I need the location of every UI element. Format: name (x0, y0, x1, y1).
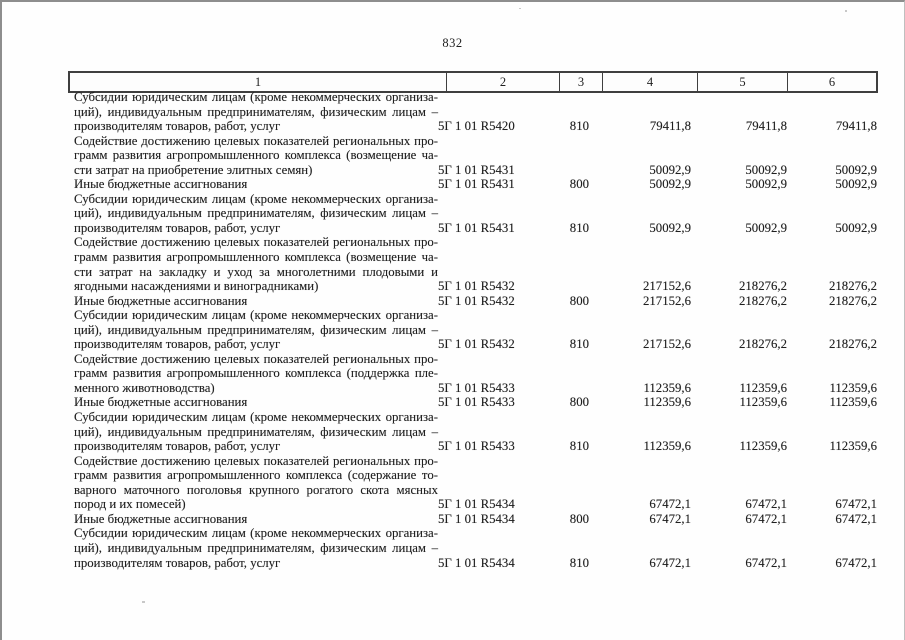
row-description (74, 410, 438, 454)
row-amount-col6: 50092,9 (835, 162, 877, 177)
row-description-line: Содействие достижению целевых показателей региональных про- (74, 235, 438, 250)
row-description (74, 192, 438, 236)
row-amount-col5: 218276,2 (739, 293, 787, 308)
row-amount-col5: 112359,6 (739, 395, 787, 410)
row-amount-col4: 67472,1 (649, 497, 691, 512)
row-description-line: Иные бюджетные ассигнования (74, 511, 248, 526)
row-description-line: пород и их помесей) (74, 497, 186, 512)
row-description-line: ций), индивидуальным предпринимателям, физическим лицам – (74, 424, 438, 439)
row-description-line: Содействие достижению целевых показателей региональных про- (74, 133, 438, 148)
row-description-line: сти затрат на закладку и уход за многолетними плодовыми и (74, 264, 438, 279)
row-description-line: Иные бюджетные ассигнования (74, 293, 248, 308)
row-amount-col5: 67472,1 (745, 497, 787, 512)
row-amount-col5: 67472,1 (745, 511, 787, 526)
row-description-line: ций), индивидуальным предпринимателям, физическим лицам – (74, 540, 438, 555)
table-row (74, 308, 877, 352)
row-amount-col6: 218276,2 (829, 337, 877, 352)
row-description (74, 308, 438, 352)
column-header: 1 (254, 75, 262, 89)
row-amount-col6: 50092,9 (835, 220, 877, 235)
row-amount-col4: 217152,6 (643, 293, 691, 308)
row-description (74, 90, 438, 134)
table-body (74, 90, 877, 570)
row-amount-col4: 67472,1 (649, 511, 691, 526)
row-amount-col5: 112359,6 (739, 439, 787, 454)
table-row (74, 512, 877, 527)
table-row (74, 395, 877, 410)
row-amount-col6: 112359,6 (829, 395, 877, 410)
row-amount-col5: 218276,2 (739, 337, 787, 352)
row-amount-col6: 112359,6 (829, 439, 877, 454)
row-expense-type-code: 800 (569, 177, 589, 192)
row-description-line: производителям товаров, работ, услуг (74, 220, 281, 235)
row-expense-type-code: 800 (569, 511, 589, 526)
row-description-line: Субсидии юридическим лицам (кроме некоммерческих организа- (74, 90, 438, 104)
column-header: 4 (602, 73, 697, 91)
row-description-line: Субсидии юридическим лицам (кроме некоммерческих организа- (74, 308, 438, 323)
row-amount-col6: 67472,1 (835, 511, 877, 526)
row-description-line: грамм развития агропромышленного комплекса (возмещение ча- (74, 148, 438, 163)
row-description-line: производителям товаров, работ, услуг (74, 555, 281, 570)
row-description-line: Субсидии юридическим лицам (кроме некоммерческих организа- (74, 191, 438, 206)
row-amount-col6: 112359,6 (829, 380, 877, 395)
row-amount-col6: 218276,2 (829, 279, 877, 294)
row-description (74, 294, 438, 309)
row-expense-type-code: 800 (569, 293, 589, 308)
row-amount-col5: 79411,8 (745, 119, 787, 134)
row-amount-col5: 218276,2 (739, 279, 787, 294)
column-header: 2 (446, 73, 559, 91)
row-expense-type-code: 810 (569, 555, 589, 570)
row-description (74, 235, 438, 293)
row-expense-type-code: 810 (569, 439, 589, 454)
row-description (74, 134, 438, 178)
row-description (74, 352, 438, 396)
row-amount-col4: 112359,6 (643, 380, 691, 395)
row-amount-col5: 67472,1 (745, 555, 787, 570)
table-row (74, 235, 877, 293)
row-description-line: варного маточного поголовья крупного рогатого скота мясных (74, 482, 438, 497)
row-description (74, 395, 438, 410)
row-description-line: производителям товаров, работ, услуг (74, 337, 281, 352)
row-description-line: ций), индивидуальным предпринимателям, физическим лицам – (74, 104, 438, 119)
row-description (74, 177, 438, 192)
table-row (74, 192, 877, 236)
table-row (74, 454, 877, 512)
row-target-code: 5Г 1 01 R5432 (438, 279, 515, 294)
row-target-code: 5Г 1 01 R5434 (438, 555, 515, 570)
table-row (74, 410, 877, 454)
row-amount-col4: 50092,9 (649, 177, 691, 192)
row-description-line: грамм развития агропромышленного комплекса (содержание то- (74, 468, 438, 483)
row-description-line: Содействие достижению целевых показателей региональных про- (74, 351, 438, 366)
row-expense-type-code: 810 (569, 119, 589, 134)
table-row (74, 352, 877, 396)
row-amount-col4: 50092,9 (649, 162, 691, 177)
table-row (74, 526, 877, 570)
row-description-line: производителям товаров, работ, услуг (74, 439, 281, 454)
row-description-line: грамм развития агропромышленного комплекса (поддержка пле- (74, 366, 438, 381)
column-header: 3 (559, 73, 602, 91)
row-amount-col5: 50092,9 (745, 220, 787, 235)
row-amount-col4: 112359,6 (643, 395, 691, 410)
row-target-code: 5Г 1 01 R5431 (438, 220, 515, 235)
column-header: 5 (697, 73, 787, 91)
row-amount-col4: 217152,6 (643, 337, 691, 352)
row-description-line: сти затрат на приобретение элитных семян) (74, 162, 313, 177)
table-row (74, 134, 877, 178)
row-expense-type-code: 810 (569, 337, 589, 352)
row-target-code: 5Г 1 01 R5432 (438, 293, 515, 308)
row-amount-col4: 50092,9 (649, 220, 691, 235)
row-description-line: Субсидии юридическим лицам (кроме некоммерческих организа- (74, 526, 438, 541)
row-target-code: 5Г 1 01 R5433 (438, 395, 515, 410)
scan-speck (142, 601, 145, 603)
row-amount-col5: 50092,9 (745, 162, 787, 177)
page-number: 832 (442, 36, 463, 50)
row-amount-col4: 79411,8 (649, 119, 691, 134)
row-target-code: 5Г 1 01 R5432 (438, 337, 515, 352)
column-header: 6 (787, 73, 876, 91)
row-target-code: 5Г 1 01 R5434 (438, 497, 515, 512)
row-description-line: ций), индивидуальным предпринимателям, физическим лицам – (74, 206, 438, 221)
row-target-code: 5Г 1 01 R5433 (438, 380, 515, 395)
row-description (74, 512, 438, 527)
row-target-code: 5Г 1 01 R5420 (438, 119, 515, 134)
row-description-line: Субсидии юридическим лицам (кроме некоммерческих организа- (74, 410, 438, 425)
row-description (74, 526, 438, 570)
row-amount-col6: 218276,2 (829, 293, 877, 308)
row-target-code: 5Г 1 01 R5434 (438, 511, 515, 526)
row-description-line: Содействие достижению целевых показателей региональных про- (74, 453, 438, 468)
row-target-code: 5Г 1 01 R5433 (438, 439, 515, 454)
scan-speck (845, 10, 847, 12)
row-amount-col6: 50092,9 (835, 177, 877, 192)
row-description-line: производителям товаров, работ, услуг (74, 119, 281, 134)
row-target-code: 5Г 1 01 R5431 (438, 162, 515, 177)
row-expense-type-code: 800 (569, 395, 589, 410)
table-row (74, 177, 877, 192)
row-description-line: ций), индивидуальным предпринимателям, физическим лицам – (74, 322, 438, 337)
row-amount-col6: 79411,8 (835, 119, 877, 134)
row-description-line: ягодными насаждениями и виноградниками) (74, 279, 319, 294)
row-description-line: Иные бюджетные ассигнования (74, 177, 248, 192)
row-amount-col6: 67472,1 (835, 555, 877, 570)
scan-speck (519, 8, 521, 9)
table-row (74, 294, 877, 309)
row-expense-type-code: 810 (569, 220, 589, 235)
row-amount-col4: 217152,6 (643, 279, 691, 294)
row-amount-col6: 67472,1 (835, 497, 877, 512)
row-amount-col5: 112359,6 (739, 380, 787, 395)
row-amount-col4: 67472,1 (649, 555, 691, 570)
row-description-line: Иные бюджетные ассигнования (74, 395, 248, 410)
row-description-line: менного животноводства) (74, 380, 215, 395)
row-description (74, 454, 438, 512)
row-amount-col5: 50092,9 (745, 177, 787, 192)
row-amount-col4: 112359,6 (643, 439, 691, 454)
row-target-code: 5Г 1 01 R5431 (438, 177, 515, 192)
table-row (74, 90, 877, 134)
row-description-line: грамм развития агропромышленного комплекса (возмещение ча- (74, 250, 438, 265)
